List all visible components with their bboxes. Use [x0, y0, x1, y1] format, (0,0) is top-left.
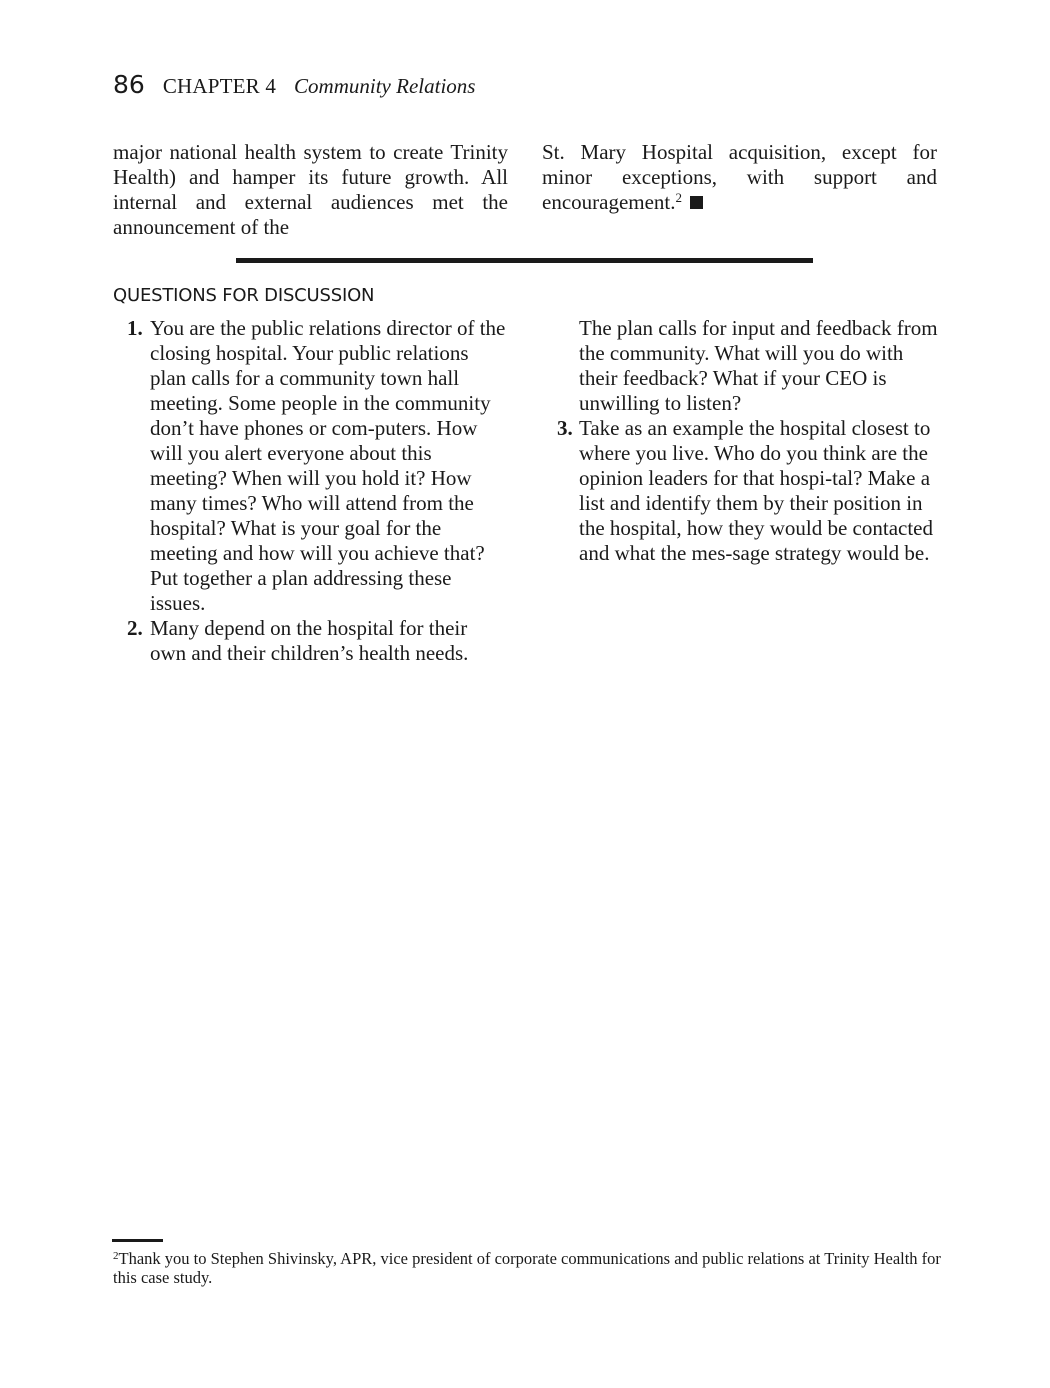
question-text: Take as an example the hospital closest to where you live. Who do you think are the opinion leaders for that hospi-tal? Make a list and identify them by their position in the hospital, how they would be contacted and what the mes-sage strategy would be.: [579, 416, 933, 565]
footnote: [113, 1249, 943, 1287]
questions-right-column: [542, 316, 942, 566]
body-text-left: major national health system to create Trinity Health) and hamper its future growth. All internal and external audiences met the announcement of the: [113, 140, 508, 239]
question-number: 3.: [557, 416, 573, 440]
body-text-left-column: [113, 140, 508, 240]
question-number: 1.: [127, 316, 143, 340]
question-text: Many depend on the hospital for their own and their children’s health needs.: [150, 616, 469, 665]
running-header: [113, 70, 475, 99]
footnote-marker: 2: [113, 1250, 119, 1262]
page-number: 86: [113, 70, 145, 99]
body-text-right-column: [542, 140, 937, 215]
question-item: [113, 616, 508, 666]
questions-left-column: [113, 316, 508, 666]
chapter-label: CHAPTER 4: [162, 74, 277, 98]
footnote-reference: 2: [675, 190, 683, 205]
section-divider: [236, 258, 813, 263]
question-continuation: The plan calls for input and feedback from the community. What will you do with their feedback? What if your CEO is unwilling to listen?: [579, 316, 938, 415]
chapter-title: Community Relations: [294, 74, 476, 98]
section-heading: QUESTIONS FOR DISCUSSION: [113, 285, 375, 306]
question-text: You are the public relations director of the closing hospital. Your public relations plan calls for a community town hall meeting. Some people in the community don’t have phones or com-puters. How will you alert everyone about this meeting? When will you hold it? How many times? Who will attend from the hospital? What is your goal for the meeting and how will you achieve that? Put together a plan addressing these issues.: [150, 316, 506, 615]
end-of-case-marker: [690, 196, 703, 209]
footnote-rule: [112, 1239, 163, 1242]
footnote-text: Thank you to Stephen Shivinsky, APR, vice president of corporate communications and public relations at Trinity Health for this case study.: [113, 1249, 941, 1287]
question-number: 2.: [127, 616, 143, 640]
body-text-right: St. Mary Hospital acquisition, except for minor exceptions, with support and encouragement.: [542, 140, 937, 214]
question-item: [113, 316, 508, 616]
question-item: [542, 416, 942, 566]
